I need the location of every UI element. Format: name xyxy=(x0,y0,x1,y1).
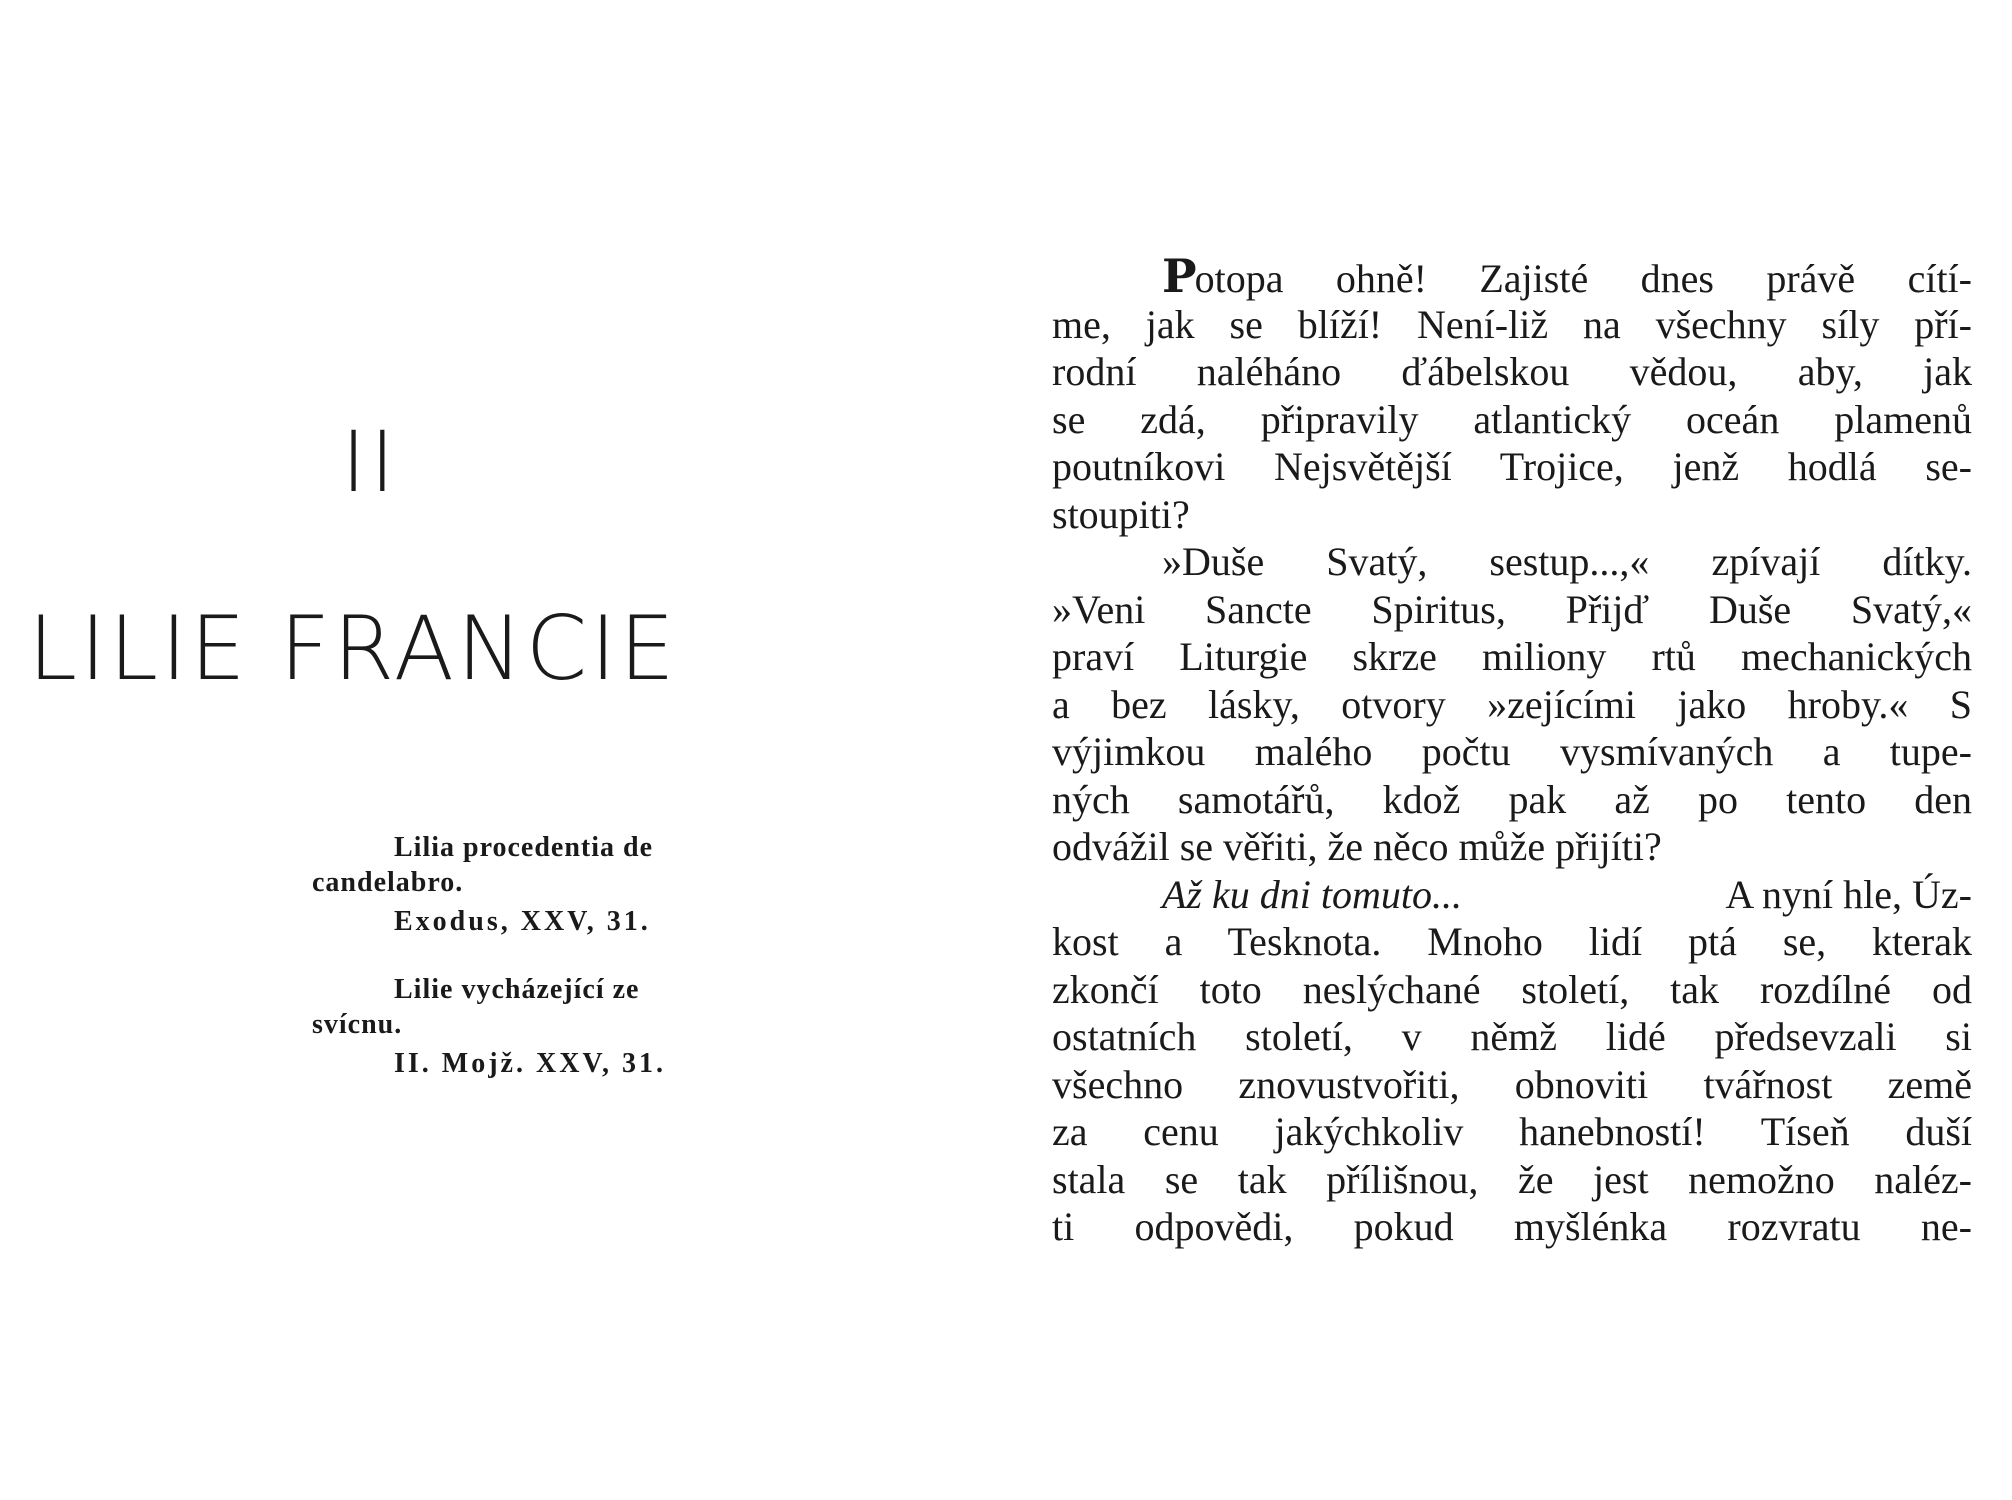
text-line: rodní naléháno ďábelskou vědou, aby, jak xyxy=(1052,349,1972,394)
italic-phrase: Až ku dni tomuto... xyxy=(1162,871,1462,917)
epigraph-reference: II. Mojž. XXV, 31. xyxy=(394,1048,667,1079)
text-line: praví Liturgie skrze miliony rtů mechanických xyxy=(1052,634,1972,679)
text-line: »Duše Svatý, sestup...,« zpívají dítky. xyxy=(1162,539,1972,584)
text-line: me, jak se blíží! Není-liž na všechny síly pří- xyxy=(1052,301,1972,347)
chapter-title: LILIE FRANCIE xyxy=(28,597,678,700)
chapter-number: II xyxy=(341,413,399,511)
text-line: za cenu jakýchkoliv hanebností! Tíseň duší xyxy=(1052,1109,1972,1154)
epigraph-latin xyxy=(312,830,736,939)
text-line: se zdá, připravily atlantický oceán plamenů xyxy=(1052,396,1972,442)
text-line: poutníkovi Nejsvětější Trojice, jenž hodlá se- xyxy=(1052,444,1972,489)
text-line xyxy=(1052,249,1972,303)
text-line xyxy=(1052,871,1972,919)
text-line: a bez lásky, otvory »zejícími jako hroby.« S xyxy=(1052,681,1972,727)
epigraph-line: candelabro. xyxy=(312,867,464,898)
right-page xyxy=(1006,0,2012,1500)
text-line: stala se tak přílišnou, že jest nemožno naléz- xyxy=(1052,1156,1972,1202)
text-line: ných samotářů, kdož pak až po tento den xyxy=(1052,776,1972,822)
epigraph-line: Lilia procedentia de xyxy=(394,832,654,863)
text-line: ostatních století, v němž lidé předsevzali si xyxy=(1052,1014,1972,1059)
text-line-content: A nyní hle, Úz- xyxy=(1725,871,1972,917)
text-line: ti odpovědi, pokud myšlénka rozvratu ne- xyxy=(1052,1204,1972,1249)
text-line: stoupiti? xyxy=(1052,491,1190,537)
text-line: odvážil se věřiti, že něco může přijíti? xyxy=(1052,824,1662,869)
epigraph-reference: Exodus, XXV, 31. xyxy=(394,906,651,937)
epigraph-czech xyxy=(312,972,736,1081)
epigraph-line: svícnu. xyxy=(312,1009,403,1040)
text-line: výjimkou malého počtu vysmívaných a tupe- xyxy=(1052,729,1972,774)
text-line: kost a Tesknota. Mnoho lidí ptá se, kterak xyxy=(1052,919,1972,964)
drop-cap: P xyxy=(1162,249,1195,303)
body-text xyxy=(1052,249,1972,1251)
epigraph-line: Lilie vycházející ze xyxy=(394,974,640,1005)
text-line: zkončí toto neslýchané století, tak rozdílné od xyxy=(1052,966,1972,1012)
text-line: »Veni Sancte Spiritus, Přijď Duše Svatý,« xyxy=(1052,586,1972,632)
text-line-content: otopa ohně! Zajisté dnes právě cítí- xyxy=(1194,256,1972,301)
text-line: všechno znovustvořiti, obnoviti tvářnost země xyxy=(1052,1061,1972,1107)
